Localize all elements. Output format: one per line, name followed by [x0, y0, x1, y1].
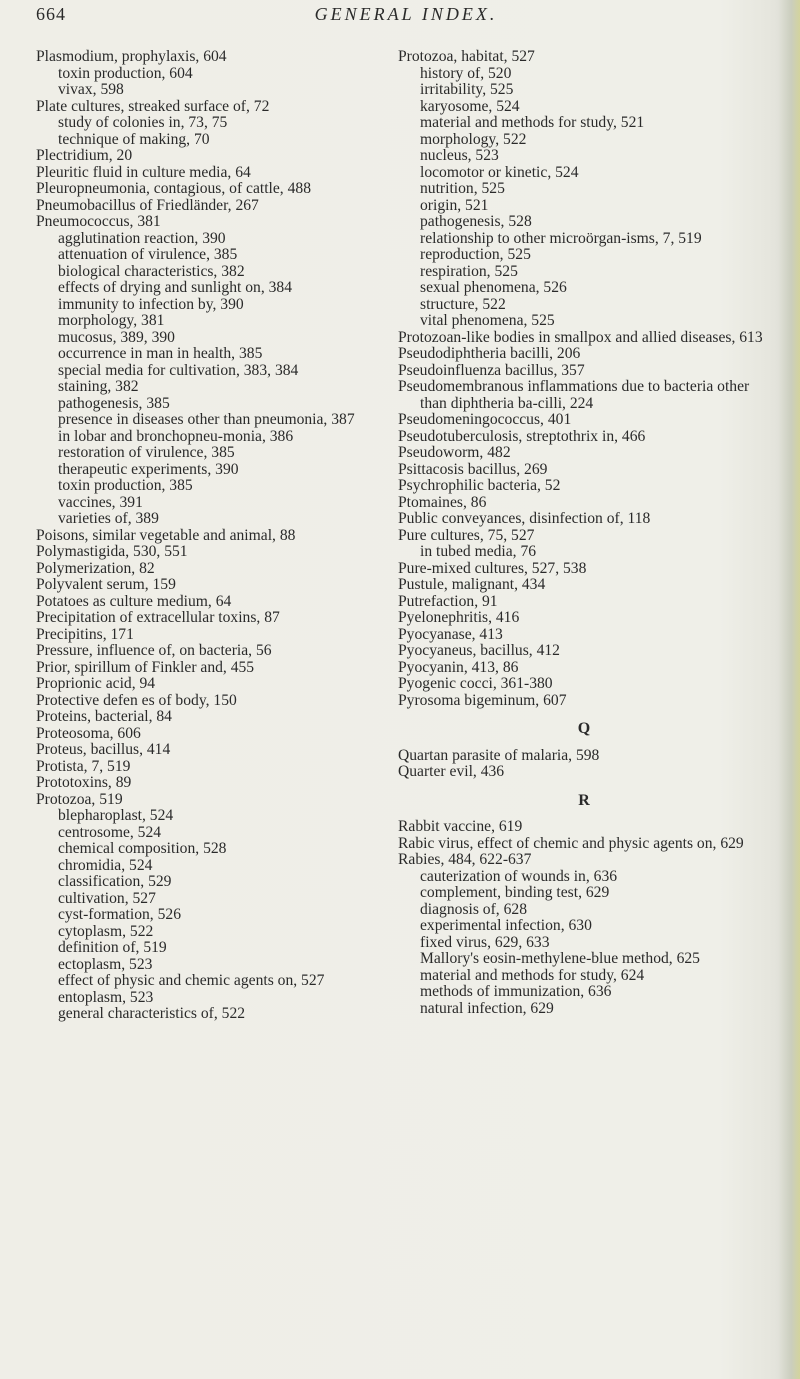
index-subentry: history of, 520 — [420, 64, 512, 82]
index-entry: Proprionic acid, 94 — [36, 675, 156, 692]
index-subentry: effect of physic and chemic agents on, 527 — [58, 972, 325, 989]
index-subentry: vital phenomena, 525 — [420, 312, 555, 329]
index-entry: Proteus, bacillus, 414 — [36, 741, 171, 758]
index-entry: Psychrophilic bacteria, 52 — [398, 477, 561, 494]
index-entry: Ptomaines, 86 — [398, 493, 487, 511]
index-entry: Pleuritic fluid in culture media, 64 — [36, 163, 251, 181]
index-subentry: origin, 521 — [420, 196, 489, 214]
index-subentry: nucleus, 523 — [420, 147, 499, 164]
index-subentry: reproduction, 525 — [420, 246, 531, 263]
index-subentry: occurrence in man in health, 385 — [58, 345, 263, 362]
index-entry: Pseudoinfluenza bacillus, 357 — [398, 361, 585, 379]
index-entry: Pseudoworm, 482 — [398, 444, 511, 461]
index-subentry: cyst-formation, 526 — [58, 906, 181, 923]
index-subentry: material and methods for study, 624 — [420, 966, 645, 984]
index-entry: Potatoes as culture medium, 64 — [36, 592, 232, 610]
index-entry: Protozoa, habitat, 527 — [398, 48, 535, 65]
index-subentry: pathogenesis, 528 — [420, 213, 532, 230]
index-entry: Pyogenic cocci, 361-380 — [398, 675, 553, 692]
index-entry: Pseudomembranous inflammations due to bacteria other than diphtheria ba-cilli, 224 — [398, 378, 750, 412]
index-entry: Proteins, bacterial, 84 — [36, 708, 172, 725]
index-subentry: agglutination reaction, 390 — [58, 229, 226, 247]
index-entry: Pneumobacillus of Friedländer, 267 — [36, 196, 259, 214]
index-entry: Pressure, influence of, on bacteria, 56 — [36, 642, 272, 659]
index-subentry: diagnosis of, 628 — [420, 900, 527, 918]
index-subentry: cultivation, 527 — [58, 889, 156, 907]
index-subentry: vivax, 598 — [58, 81, 124, 98]
index-entry: Pneumococcus, 381 — [36, 213, 161, 230]
index-column-right — [398, 49, 770, 1017]
index-subentry: technique of making, 70 — [58, 130, 210, 148]
index-subentry: study of colonies in, 73, 75 — [58, 114, 228, 131]
index-subentry: chromidia, 524 — [58, 856, 153, 874]
index-entry: Psittacosis bacillus, 269 — [398, 460, 548, 478]
index-entry: Prior, spirillum of Finkler and, 455 — [36, 658, 255, 676]
index-subentry: biological characteristics, 382 — [58, 262, 245, 280]
index-entry: Prototoxins, 89 — [36, 774, 132, 791]
index-subentry: pathogenesis, 385 — [58, 394, 170, 412]
index-entry: Pure cultures, 75, 527 — [398, 526, 535, 544]
index-subentry: nutrition, 525 — [420, 180, 505, 197]
index-subentry: attenuation of virulence, 385 — [58, 246, 238, 263]
index-subentry: blepharoplast, 524 — [58, 807, 174, 824]
index-entry: Pleuropneumonia, contagious, of cattle, 488 — [36, 180, 311, 197]
index-entry: Precipitins, 171 — [36, 625, 134, 643]
index-subentry: irritability, 525 — [420, 81, 514, 98]
index-subentry: cauterization of wounds in, 636 — [420, 867, 618, 885]
index-subentry: structure, 522 — [420, 295, 506, 313]
index-entry: Pustule, malignant, 434 — [398, 576, 546, 593]
index-subentry: mucosus, 389, 390 — [58, 328, 175, 346]
index-entry: Polyvalent serum, 159 — [36, 576, 176, 593]
index-entry: Pyrosoma bigeminum, 607 — [398, 691, 567, 709]
index-entry: Public conveyances, disinfection of, 118 — [398, 510, 651, 527]
index-subentry: definition of, 519 — [58, 939, 167, 956]
page-header — [36, 4, 776, 34]
index-column-left — [36, 49, 386, 1023]
index-entry: Proteosoma, 606 — [36, 724, 141, 742]
index-subentry: experimental infection, 630 — [420, 917, 592, 934]
index-entry: Pure-mixed cultures, 527, 538 — [398, 559, 587, 577]
index-entry: Protozoan-like bodies in smallpox and allied diseases, 613 — [398, 328, 763, 346]
index-subentry: general characteristics of, 522 — [58, 1005, 246, 1022]
index-subentry: special media for cultivation, 383, 384 — [58, 361, 299, 379]
index-subentry: locomotor or kinetic, 524 — [420, 163, 579, 181]
index-entry: Pyelonephritis, 416 — [398, 609, 520, 626]
index-subentry: karyosome, 524 — [420, 97, 520, 115]
index-subentry: toxin production, 604 — [58, 64, 193, 82]
index-entry: Plectridium, 20 — [36, 147, 133, 164]
index-subentry: in lobar and bronchopneu-monia, 386 — [58, 427, 294, 445]
index-subentry: therapeutic experiments, 390 — [58, 460, 239, 478]
running-title: GENERAL INDEX. — [314, 4, 498, 24]
index-entry: Protista, 7, 519 — [36, 757, 131, 775]
index-subentry: entoplasm, 523 — [58, 988, 154, 1006]
index-entry: Poisons, similar vegetable and animal, 88 — [36, 526, 296, 544]
index-subentry: vaccines, 391 — [58, 493, 143, 511]
index-subentry: ectoplasm, 523 — [58, 955, 153, 973]
index-subentry: presence in diseases other than pneumonia, 387 — [58, 411, 355, 428]
index-entry: Rabies, 484, 622-637 — [398, 851, 532, 868]
index-subentry: classification, 529 — [58, 873, 172, 890]
index-entry: Pseudotuberculosis, streptothrix in, 466 — [398, 427, 646, 445]
index-entry: Putrefaction, 91 — [398, 592, 498, 610]
index-subentry: relationship to other microörgan-isms, 7, 519 — [420, 229, 702, 247]
page-edge — [778, 0, 800, 1379]
index-entry: Precipitation of extracellular toxins, 87 — [36, 609, 280, 626]
index-entry: Protozoa, 519 — [36, 790, 123, 808]
index-entry: Protective defen es of body, 150 — [36, 691, 237, 709]
index-subentry: fixed virus, 629, 633 — [420, 933, 550, 951]
index-entry: Pyocyanin, 413, 86 — [398, 658, 519, 676]
index-subentry: morphology, 522 — [420, 130, 527, 148]
index-entry: Quartan parasite of malaria, 598 — [398, 746, 600, 764]
section-letter: R — [578, 791, 590, 809]
index-subentry: methods of immunization, 636 — [420, 983, 612, 1000]
index-entry: Pseudomeningococcus, 401 — [398, 411, 572, 428]
index-subentry: effects of drying and sunlight on, 384 — [58, 279, 293, 296]
index-entry: Plasmodium, prophylaxis, 604 — [36, 48, 227, 65]
page-number: 664 — [36, 4, 66, 24]
index-entry: Pyocyanase, 413 — [398, 625, 503, 643]
index-subentry: chemical composition, 528 — [58, 840, 227, 857]
index-subentry: staining, 382 — [58, 378, 139, 395]
index-subentry: complement, binding test, 629 — [420, 884, 610, 901]
index-subentry: material and methods for study, 521 — [420, 114, 645, 131]
index-entry: Rabic virus, effect of chemic and physic agents on, 629 — [398, 834, 744, 852]
index-subentry: immunity to infection by, 390 — [58, 295, 244, 313]
index-subentry: centrosome, 524 — [58, 823, 162, 841]
index-entry: Quarter evil, 436 — [398, 763, 505, 780]
index-entry: Polymerization, 82 — [36, 559, 155, 577]
index-subentry: restoration of virulence, 385 — [58, 444, 235, 461]
index-subentry: natural infection, 629 — [420, 999, 554, 1017]
index-entry: Rabbit vaccine, 619 — [398, 818, 523, 835]
index-entry: Polymastigida, 530, 551 — [36, 543, 188, 560]
index-entry: Pseudodiphtheria bacilli, 206 — [398, 345, 581, 362]
index-subentry: sexual phenomena, 526 — [420, 279, 567, 296]
section-letter: Q — [577, 720, 591, 737]
index-entry: Plate cultures, streaked surface of, 72 — [36, 97, 270, 115]
index-subentry: Mallory's eosin-methylene-blue method, 625 — [420, 950, 700, 967]
index-subentry: varieties of, 389 — [58, 510, 159, 527]
index-subentry: toxin production, 385 — [58, 477, 193, 494]
index-subentry: morphology, 381 — [58, 312, 165, 329]
index-subentry: cytoplasm, 522 — [58, 922, 154, 940]
index-subentry: in tubed media, 76 — [420, 543, 537, 560]
index-entry: Pyocyaneus, bacillus, 412 — [398, 642, 560, 659]
index-subentry: respiration, 525 — [420, 262, 518, 280]
